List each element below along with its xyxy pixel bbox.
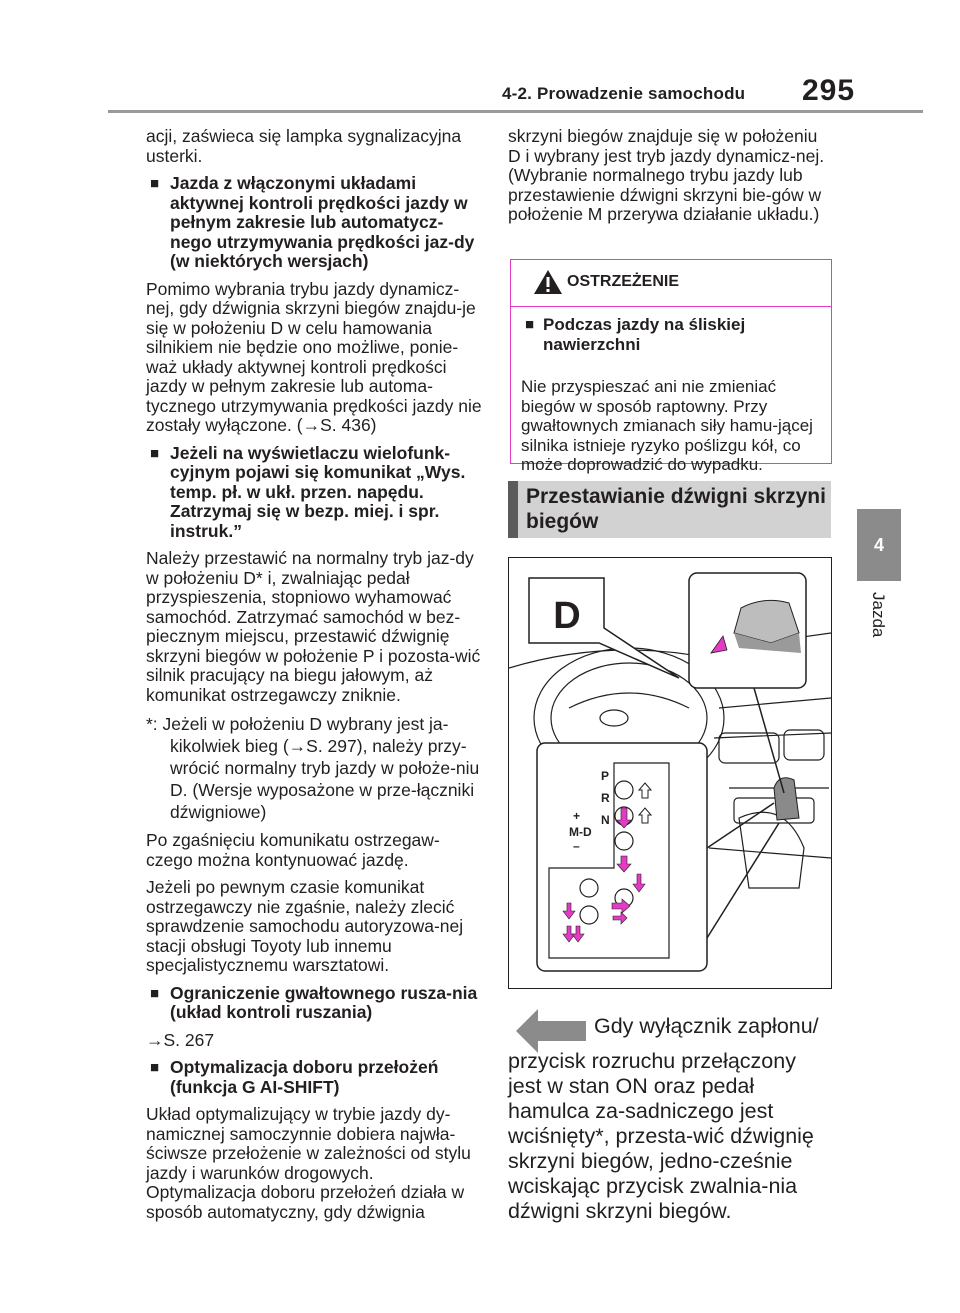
section-heading	[508, 481, 831, 538]
gate-minus-label: –	[573, 839, 580, 853]
step-text-body: przycisk rozruchu przełączony jest w stan ON oraz pedał hamulca za-sadniczego jest wciśnięty*, przesta-wić dźwignię skrzyni biegów, jedno-cześnie wciskając przycisk zwalnia-nia dźwigni skrzyni biegów.	[508, 1049, 814, 1223]
gate-md-label: M-D	[569, 825, 592, 839]
shift-lever-illustration	[508, 557, 832, 989]
warning-box	[510, 259, 832, 474]
gate-plus-label: +	[573, 809, 581, 823]
paragraph-5: Układ optymalizujący w trybie jazdy dy-namicznej samoczynnie dobiera najwła-ściwsze przełożenie w zależności od stylu jazdy i warunków drogowych. Optymalizacja doboru przełożeń działa w sposób automatyczny, gdy dźwignia	[146, 1104, 471, 1222]
gate-r-label: R	[601, 791, 610, 805]
section-heading-bar	[508, 481, 518, 538]
chapter-label: Jazda	[869, 592, 888, 638]
paragraph-1: Pomimo wybrania trybu jazdy dynamicz-nej, gdy dźwignia skrzyni biegów znajdu-je się w położeniu D w celu hamowania silnikiem nie będzie ono możliwe, ponie-waż układy aktywnej kontroli prędkości jazdy w pełnym zakresie lub automa-tycznego utrzymywania prędkości jazdy nie zostały wyłączone. (→S. 436)	[146, 278, 482, 435]
section-heading-title: Przestawianie dźwigni skrzyni biegów	[526, 485, 826, 533]
indicator-letter: D	[553, 595, 581, 637]
paragraph-2: Należy przestawić na normalny tryb jaz-dy w położeniu D* i, zwalniając pedał przyspieszenia, stopniowo wyhamować samochód. Zatrzymać samochód w bez-piecznym miejscu, przestawić dźwignię skrzyni biegów w położenie P i pozosta-wić silnik pracujący na biegu jałowym, aż komunikat ostrzegawczy zniknie.	[146, 548, 481, 705]
right-column-text	[508, 127, 833, 225]
header-divider	[108, 110, 923, 113]
illustration-drawing	[509, 558, 831, 988]
instruction-step	[508, 1014, 833, 1224]
paragraph-right-1: skrzyni biegów znajduje się w położeniu D i wybrany jest tryb jazdy dynamicz-nej. (Wybranie normalnego trybu jazdy lub przestawienie dźwigni skrzyni bie-gów w położenie M przerywa działanie układu.)	[508, 126, 825, 224]
footnote: *: Jeżeli w położeniu D wybrany jest ja-kikolwiek bieg (→S. 297), należy przy-wrócić normalny tryb jazdy w położe-niu D. (Wersje wyposażone w prze-łączniki dźwigniowe)	[146, 714, 480, 822]
gate-n-label: N	[601, 813, 610, 827]
left-column	[146, 127, 484, 1222]
warning-title: OSTRZEŻENIE	[567, 273, 680, 290]
step-text-first-line: Gdy wyłącznik zapłonu/	[594, 1014, 819, 1038]
subheading-4: ■ Optymalizacja doboru przełożeń (funkcja G AI-SHIFT)	[146, 1058, 484, 1097]
page-reference: →S. 267	[146, 1029, 215, 1050]
section-title: 4-2. Prowadzenie samochodu	[502, 84, 746, 103]
warning-subheading: ■ Podczas jazdy na śliskiej nawierzchni	[521, 315, 821, 354]
warning-header	[511, 260, 831, 307]
chapter-tab: 4	[857, 509, 901, 581]
subheading-1: ■ Jazda z włączonymi układami aktywnej kontroli prędkości jazdy w pełnym zakresie lub automatycz-nego utrzymywania prędkości jaz-dy (w niektórych wersjach)	[146, 174, 484, 272]
gate-p-label: P	[601, 769, 610, 783]
paragraph-3: Po zgaśnięciu komunikatu ostrzegaw-czego można kontynuować jazdę.	[146, 830, 440, 870]
page-number: 295	[802, 74, 856, 107]
warning-text: Nie przyspieszać ani nie zmieniać biegów w sposób raptowny. Przy gwałtownych zmianach siły hamu-jącej silnika istnieje ryzyko poślizgu kół, co może doprowadzić do wypadku.	[521, 377, 813, 474]
intro-paragraph: acji, zaświeca się lampka sygnalizacyjna usterki.	[146, 126, 462, 166]
subheading-3: ■ Ograniczenie gwałtownego rusza-nia (układ kontroli ruszania)	[146, 984, 484, 1023]
warning-triangle-icon	[533, 268, 563, 296]
subheading-2: ■ Jeżeli na wyświetlaczu wielofunk-cyjnym pojawi się komunikat „Wys. temp. pł. w ukł. przen. napędu. Zatrzymaj się w bezp. miej. i spr. instruk.”	[146, 444, 484, 542]
paragraph-4: Jeżeli po pewnym czasie komunikat ostrzegawczy nie zgaśnie, należy zlecić sprawdzenie samochodu autoryzowa-nej stacji obsługi Toyoty lub innemu specjalistycznemu warsztatowi.	[146, 877, 464, 975]
